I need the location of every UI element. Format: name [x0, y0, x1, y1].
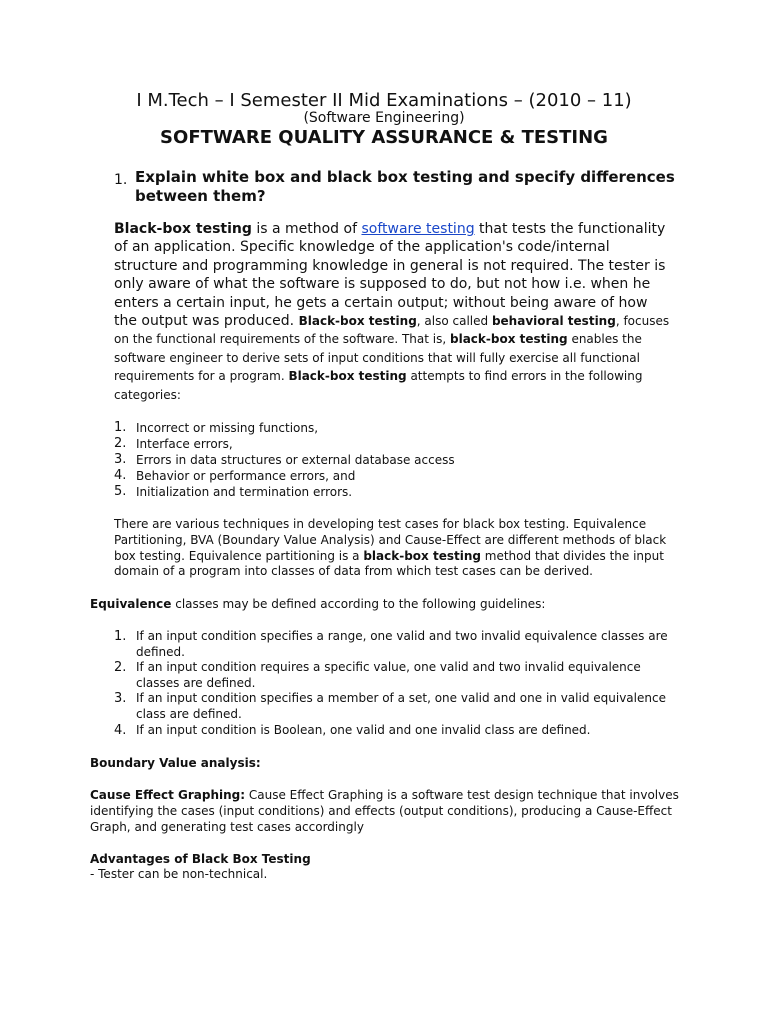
list-text: If an input condition specifies a range, one valid and two invalid equivalence classes are defined.: [136, 629, 668, 659]
list-number: 1.: [114, 629, 127, 644]
advantages-heading: Advantages of Black Box Testing: [90, 852, 311, 866]
advantages-item: - Tester can be non-technical.: [90, 867, 268, 881]
bold-term: Equivalence: [90, 597, 172, 611]
list-text: If an input condition is Boolean, one valid and one invalid class are defined.: [136, 722, 591, 737]
list-number: 4.: [114, 722, 127, 738]
bold-term: Cause Effect Graphing:: [90, 788, 246, 802]
list-item: [114, 420, 455, 436]
list-number: 2.: [114, 436, 127, 451]
text-run: is a method of: [251, 221, 362, 237]
list-item: [114, 691, 674, 722]
text-run: Cause Effect Graphing is a software test design technique that involves identifying the cases (input conditions) and effects (output conditions), producing a Cause-Effect Graph, and generating test cases accordingly: [90, 788, 679, 834]
question-text: Explain white box and black box testing and specify differences between them?: [135, 168, 675, 205]
list-number: 3.: [114, 452, 127, 467]
software-testing-link[interactable]: software testing: [361, 221, 475, 237]
text-run: classes may be defined according to the following guidelines:: [171, 597, 546, 611]
bold-term: Black-box testing: [288, 369, 407, 384]
list-text: Behavior or performance errors, and: [136, 469, 356, 483]
exam-title: I M.Tech – I Semester II Mid Examinations – (2010 – 11): [136, 90, 632, 111]
list-text: Errors in data structures or external database access: [136, 453, 455, 467]
equivalence-guidelines-list: [114, 629, 674, 738]
subject-subtitle: (Software Engineering): [303, 110, 465, 126]
list-item: [114, 629, 674, 660]
list-item: [114, 660, 674, 691]
list-text: Incorrect or missing functions,: [136, 421, 319, 435]
list-text: If an input condition specifies a member of a set, one valid and one in valid equivalence class are defined.: [136, 691, 666, 721]
list-number: 3.: [114, 691, 127, 707]
list-item: [114, 436, 455, 452]
text-run: , focuses on the functional requirements of the software. That is,: [114, 314, 670, 347]
list-item: [114, 468, 455, 484]
list-text: Initialization and termination errors.: [136, 485, 353, 499]
boundary-value-heading: Boundary Value analysis:: [90, 756, 261, 770]
bold-term: Black-box testing: [298, 314, 417, 329]
list-number: 1.: [114, 420, 127, 435]
list-item: [114, 484, 455, 500]
error-categories-list: [114, 420, 455, 500]
text-run: enables the software engineer to derive sets of input conditions that will fully exercise all functional requirements for a program.: [114, 332, 642, 384]
list-item: [114, 723, 674, 739]
list-number: 5.: [114, 484, 127, 499]
equivalence-intro: [90, 597, 690, 611]
bold-term: black-box testing: [449, 332, 568, 347]
black-box-paragraph: [114, 220, 674, 404]
text-run: , also called: [416, 314, 492, 329]
list-text: Interface errors,: [136, 437, 233, 451]
bold-term: behavioral testing: [491, 314, 616, 329]
text-run: that tests the functionality of an application. Specific knowledge of the application's code/internal structure and programming knowledge in general is not required. The tester is only aware of what the software is supposed to do, but not how i.e. when he enters a certain input, he gets a certain output; without being aware of how the output was produced.: [114, 221, 666, 330]
list-item: [114, 452, 455, 468]
techniques-paragraph: [114, 517, 684, 580]
bold-term: Black-box testing: [114, 221, 252, 237]
cause-effect-paragraph: [90, 788, 690, 835]
text-run: attempts to find errors in the following categories:: [114, 369, 643, 402]
list-number: 4.: [114, 468, 127, 483]
list-text: If an input condition requires a specific value, one valid and two invalid equivalence classes are defined.: [136, 660, 641, 690]
question-number: 1.: [114, 172, 128, 188]
text-run: There are various techniques in developing test cases for black box testing. Equivalence Partitioning, BVA (Boundary Value Analysis) and Cause-Effect are different methods of black box testing. Equivalence partitioning is a: [114, 517, 667, 563]
text-run: method that divides the input domain of a program into classes of data from which test cases can be derived.: [114, 548, 664, 579]
course-title: SOFTWARE QUALITY ASSURANCE & TESTING: [160, 127, 608, 148]
list-number: 2.: [114, 660, 127, 676]
bold-term: black-box testing: [363, 548, 481, 563]
